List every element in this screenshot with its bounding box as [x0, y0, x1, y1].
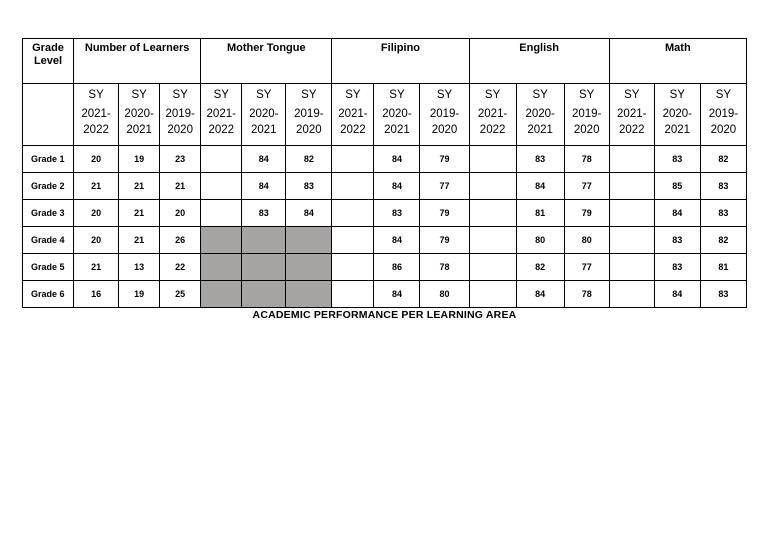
table-cell [609, 146, 654, 173]
school-year-value: 2019- 2020 [165, 108, 195, 136]
school-year-cell [420, 84, 469, 146]
table-cell: 21 [119, 173, 160, 200]
school-year-value: 2021- 2022 [206, 108, 236, 136]
table-cell: 84 [242, 173, 286, 200]
table-cell: 83 [374, 200, 420, 227]
table-cell: 83 [700, 281, 746, 308]
table-cell [332, 146, 374, 173]
sy-label: SY [669, 89, 685, 101]
table-cell: 84 [242, 146, 286, 173]
table-cell: 78 [420, 254, 469, 281]
table-cell: 80 [420, 281, 469, 308]
table-cell: 84 [374, 173, 420, 200]
table-cell: 77 [564, 173, 609, 200]
table-cell: 16 [74, 281, 119, 308]
sy-label: SY [579, 89, 595, 101]
shaded-cell [242, 281, 286, 308]
sy-label: SY [532, 89, 548, 101]
header-row [23, 39, 747, 84]
school-year-cell [119, 84, 160, 146]
table-cell [201, 200, 242, 227]
sy-label: SY [484, 89, 501, 101]
school-year-value: 2021- 2022 [617, 108, 647, 136]
table-row [23, 227, 747, 254]
school-year-value: 2021- 2022 [81, 108, 111, 136]
table-cell [201, 173, 242, 200]
school-year-cell [242, 84, 286, 146]
table-cell: 13 [119, 254, 160, 281]
table-cell [609, 173, 654, 200]
grade-label: Grade 4 [23, 227, 74, 254]
table-cell [609, 254, 654, 281]
table-row [23, 173, 747, 200]
table-cell [609, 281, 654, 308]
table-cell: 20 [74, 146, 119, 173]
sy-label: SY [88, 89, 104, 101]
header-math: Math [609, 39, 746, 84]
school-year-value: 2021- 2022 [477, 108, 508, 136]
table-cell: 80 [564, 227, 609, 254]
table-cell: 77 [420, 173, 469, 200]
school-year-cell [700, 84, 746, 146]
sy-label: SY [172, 89, 188, 101]
table-row [23, 200, 747, 227]
table-cell [332, 227, 374, 254]
header-number-of-learners: Number of Learners [74, 39, 201, 84]
school-year-value: 2020- 2021 [124, 108, 154, 136]
sy-label: SY [624, 89, 640, 101]
table-cell: 21 [74, 173, 119, 200]
table-cell: 21 [160, 173, 201, 200]
grade-label: Grade 5 [23, 254, 74, 281]
school-year-row [23, 84, 747, 146]
table-cell [609, 200, 654, 227]
header-grade-level: Grade Level [23, 39, 74, 84]
shaded-cell [201, 254, 242, 281]
table-cell [201, 146, 242, 173]
table-cell [469, 281, 516, 308]
table-cell: 21 [74, 254, 119, 281]
table-cell: 21 [119, 227, 160, 254]
table-cell: 83 [516, 146, 564, 173]
table-cell: 84 [374, 281, 420, 308]
table-cell: 25 [160, 281, 201, 308]
school-year-cell [160, 84, 201, 146]
table-cell: 78 [564, 281, 609, 308]
school-year-value: 2019- 2020 [571, 108, 602, 136]
sy-label: SY [389, 89, 405, 101]
table-cell [469, 200, 516, 227]
school-year-blank-cell [23, 84, 74, 146]
sy-label: SY [256, 89, 272, 101]
table-cell: 20 [160, 200, 201, 227]
table-cell: 84 [286, 200, 332, 227]
sy-label: SY [301, 89, 317, 101]
table-cell: 20 [74, 227, 119, 254]
grade-label: Grade 3 [23, 200, 74, 227]
performance-table [22, 38, 747, 308]
school-year-value: 2021- 2022 [338, 108, 368, 136]
school-year-value: 2019- 2020 [294, 108, 324, 136]
table-cell: 83 [654, 254, 700, 281]
sy-label: SY [345, 89, 361, 101]
sy-label: SY [213, 89, 229, 101]
table-cell [332, 254, 374, 281]
table-cell: 80 [516, 227, 564, 254]
table-cell: 79 [420, 227, 469, 254]
grade-label: Grade 1 [23, 146, 74, 173]
school-year-value: 2019- 2020 [708, 108, 739, 136]
school-year-cell [609, 84, 654, 146]
table-cell: 84 [516, 281, 564, 308]
school-year-cell [286, 84, 332, 146]
shaded-cell [201, 281, 242, 308]
table-cell: 85 [654, 173, 700, 200]
table-cell: 23 [160, 146, 201, 173]
table-cell: 83 [700, 173, 746, 200]
table-cell: 81 [700, 254, 746, 281]
school-year-cell [564, 84, 609, 146]
school-year-value: 2020- 2021 [662, 108, 692, 136]
table-cell [332, 173, 374, 200]
table-cell [332, 200, 374, 227]
header-filipino: Filipino [332, 39, 469, 84]
table-row [23, 146, 747, 173]
table-cell: 84 [516, 173, 564, 200]
table-cell [469, 173, 516, 200]
sy-label: SY [131, 89, 147, 101]
school-year-value: 2020- 2021 [382, 108, 412, 136]
table-cell: 84 [374, 146, 420, 173]
grade-label: Grade 6 [23, 281, 74, 308]
table-caption: ACADEMIC PERFORMANCE PER LEARNING AREA [252, 309, 517, 321]
table-cell: 83 [242, 200, 286, 227]
sy-label: SY [715, 89, 732, 101]
table-cell: 20 [74, 200, 119, 227]
table-cell [469, 227, 516, 254]
school-year-cell [516, 84, 564, 146]
school-year-value: 2020- 2021 [249, 108, 279, 136]
table-row [23, 281, 747, 308]
school-year-cell [374, 84, 420, 146]
table-cell: 22 [160, 254, 201, 281]
school-year-cell [74, 84, 119, 146]
table-cell [469, 146, 516, 173]
table-cell: 83 [700, 200, 746, 227]
table-cell [609, 227, 654, 254]
table-cell [332, 281, 374, 308]
table-body [23, 39, 747, 308]
table-cell: 83 [654, 227, 700, 254]
table-cell: 21 [119, 200, 160, 227]
sy-label: SY [436, 89, 453, 101]
table-cell: 79 [420, 146, 469, 173]
table-cell: 86 [374, 254, 420, 281]
table-cell: 82 [516, 254, 564, 281]
shaded-cell [286, 227, 332, 254]
school-year-cell [332, 84, 374, 146]
table-cell: 19 [119, 281, 160, 308]
school-year-cell [469, 84, 516, 146]
shaded-cell [201, 227, 242, 254]
table-cell: 26 [160, 227, 201, 254]
table-cell: 83 [286, 173, 332, 200]
table-row [23, 254, 747, 281]
table-cell: 77 [564, 254, 609, 281]
shaded-cell [286, 281, 332, 308]
table-cell: 19 [119, 146, 160, 173]
shaded-cell [242, 254, 286, 281]
table-cell: 84 [654, 200, 700, 227]
table-cell [469, 254, 516, 281]
table-cell: 84 [374, 227, 420, 254]
school-year-cell [654, 84, 700, 146]
school-year-value: 2019- 2020 [429, 108, 460, 136]
grade-label: Grade 2 [23, 173, 74, 200]
school-year-cell [201, 84, 242, 146]
table-cell: 78 [564, 146, 609, 173]
table-cell: 79 [564, 200, 609, 227]
shaded-cell [286, 254, 332, 281]
table-cell: 82 [286, 146, 332, 173]
table-cell: 82 [700, 146, 746, 173]
table-cell: 83 [654, 146, 700, 173]
header-english: English [469, 39, 609, 84]
shaded-cell [242, 227, 286, 254]
table-cell: 84 [654, 281, 700, 308]
school-year-value: 2020- 2021 [525, 108, 555, 136]
table-cell: 82 [700, 227, 746, 254]
table-cell: 81 [516, 200, 564, 227]
table-cell: 79 [420, 200, 469, 227]
header-mother-tongue: Mother Tongue [201, 39, 332, 84]
